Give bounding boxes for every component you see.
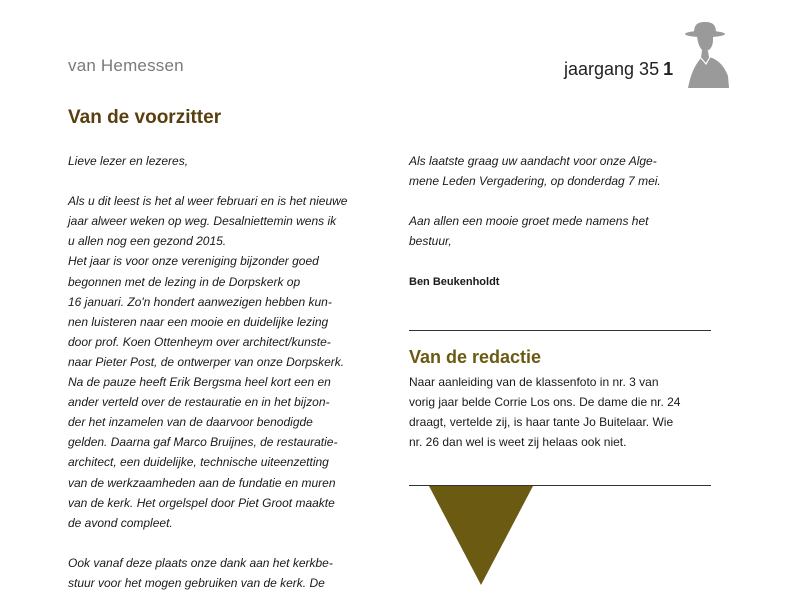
text-line: nr. 26 dan wel is weet zij helaas ook niet. — [409, 435, 627, 450]
triangle-ornament-icon — [426, 486, 536, 586]
signature: Ben Beukenholdt — [409, 275, 500, 288]
redactie-text — [409, 372, 714, 452]
text-line: Na de pauze heeft Erik Bergsma heel kort een en — [68, 375, 331, 390]
text-line: draagt, vertelde zij, is haar tante Jo Buitelaar. Wie — [409, 415, 674, 430]
header-left-title: van Hemessen — [68, 56, 184, 75]
paragraph-gap — [409, 191, 714, 211]
section-title-redactie: Van de redactie — [409, 347, 542, 367]
text-line: de avond compleet. — [68, 515, 173, 530]
divider-top — [409, 330, 711, 331]
text-line: jaar alweer weken op weg. Desalniettemin wens ik — [68, 214, 337, 229]
text-line: u allen nog een gezond 2015. — [68, 234, 227, 249]
text-line: bestuur, — [409, 234, 452, 249]
text-line: nen luisteren naar een mooie en duidelijke lezing — [68, 314, 329, 329]
text-line: naar Pieter Post, de ontwerper van onze Dorpskerk. — [68, 354, 345, 369]
text-line: 16 januari. Zo'n hondert aanwezigen hebben kun- — [68, 294, 332, 309]
text-line: architect, een duidelijke, technische uiteenzetting — [68, 455, 329, 470]
page-number: 1 — [663, 59, 674, 79]
text-line: mene Leden Vergadering, op donderdag 7 mei. — [409, 174, 661, 189]
text-line: begonnen met de lezing in de Dorpskerk op — [68, 274, 301, 289]
voorzitter-left-column — [68, 151, 373, 593]
text-line: Ook vanaf deze plaats onze dank aan het kerkbe- — [68, 555, 333, 570]
text-line: door prof. Koen Ottenheym over architect/kunste- — [68, 334, 331, 349]
text-line: van de werkzaamheden aan de fundatie en muren — [68, 475, 336, 490]
text-line: van de kerk. Het orgelspel door Piet Groot maakte — [68, 495, 335, 510]
paragraph-gap — [409, 251, 714, 271]
section-title-voorzitter: Van de voorzitter — [68, 107, 222, 128]
text-line: ander verteld over de restauratie en in het bijzon- — [68, 395, 330, 410]
paragraph-gap — [68, 533, 373, 553]
text-line: stuur voor het mogen gebruiken van de kerk. De — [68, 575, 325, 590]
text-line: Als u dit leest is het al weer februari en is het nieuwe — [68, 194, 348, 209]
text-line: Lieve lezer en lezeres, — [68, 154, 189, 168]
paragraph-gap — [68, 171, 373, 191]
text-line: Het jaar is voor onze vereniging bijzonder goed — [68, 254, 319, 269]
text-line: der het inzamelen van de daarvoor benodigde — [68, 415, 313, 430]
text-line: Aan allen een mooie groet mede namens het — [409, 214, 649, 229]
text-line: Als laatste graag uw aandacht voor onze Alge- — [409, 154, 657, 168]
jaargang-label: jaargang 35 — [564, 59, 660, 79]
text-line: gelden. Daarna gaf Marco Bruijnes, de restauratie- — [68, 435, 338, 450]
text-line: vorig jaar belde Corrie Los ons. De dame die nr. 24 — [409, 395, 681, 410]
header-right — [564, 59, 673, 80]
voorzitter-right-column — [409, 151, 714, 292]
man-with-hat-silhouette-icon — [682, 20, 730, 88]
text-line: Naar aanleiding van de klassenfoto in nr. 3 van — [409, 375, 659, 389]
